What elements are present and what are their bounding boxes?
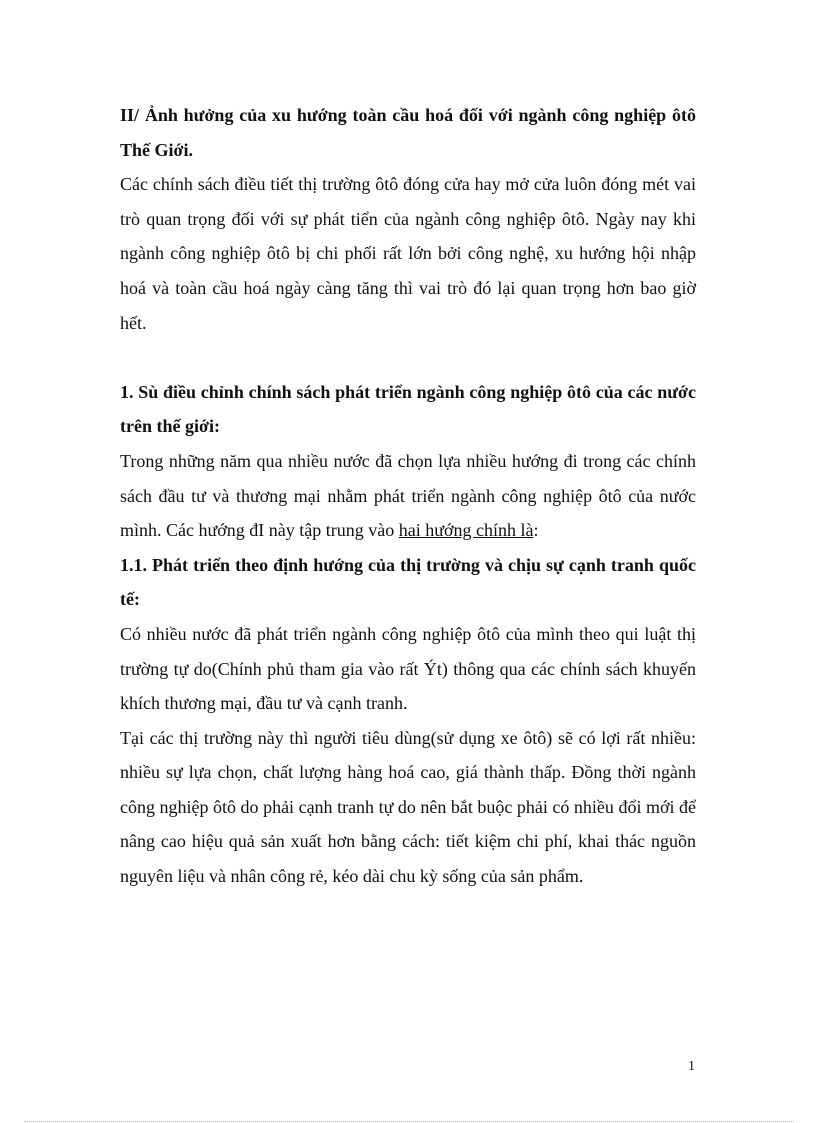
intro-paragraph: Các chính sách điều tiết thị trường ôtô đóng cửa hay mở cửa luôn đóng mét vai trò quan trọng đối với sự phát tiển của ngành công nghiệp ôtô. Ngày nay khi ngành công nghiệp ôtô bị chi phối rất lớn bởi công nghệ, xu hướng hội nhập hoá và toàn cầu hoá ngày càng tăng thì vai trò đó lại quan trọng hơn bao giờ hết. (120, 174, 696, 333)
page-content (120, 98, 696, 894)
paragraph-spacer (120, 340, 696, 375)
subsection-paragraph-text: Trong những năm qua nhiều nước đã chọn lựa nhiều hướng đi trong các chính sách đầu tư và thương mại nhằm phát triển ngành công nghiệp ôtô của nước mình. Các hướng đI này tập trung vào (120, 450, 696, 541)
page-number: 1 (688, 1059, 695, 1074)
subsection-heading: 1. Sù điều chỉnh chính sách phát triển ngành công nghiệp ôtô của các nước trên thế giới: (120, 381, 696, 437)
consumers-paragraph: Tại các thị trường này thì người tiêu dùng(sử dụng xe ôtô) sẽ có lợi rất nhiều: nhiều sự lựa chọn, chất lượng hàng hoá cao, giá thành thấp. Đồng thời ngành công nghiệp ôtô do phải cạnh tranh tự do nên bắt buộc phải có nhiều đổi mới để nâng cao hiệu quả sản xuất hơn bằng cách: tiết kiệm chi phí, khai thác nguồn nguyên liệu và nhân công rẻ, kéo dài chu kỳ sống của sản phẩm. (120, 727, 696, 887)
market-paragraph: Có nhiều nước đã phát triển ngành công nghiệp ôtô của mình theo qui luật thị trường tự do(Chính phủ tham gia vào rất Ýt) thông qua các chính sách khuyến khích thương mại, đầu tư và cạnh tranh. (120, 623, 696, 714)
subsection-paragraph (120, 444, 696, 548)
underlined-phrase-suffix: : (533, 520, 539, 541)
page-bottom-divider (24, 1121, 794, 1122)
underlined-phrase: hai hướng chính là (398, 520, 534, 541)
sub-subsection-heading: 1.1. Phát triển theo định hướng của thị trường và chịu sự cạnh tranh quốc tế: (120, 554, 696, 610)
section-heading: II/ Ảnh hưởng của xu hướng toàn cầu hoá đối với ngành công nghiệp ôtô Thế Giới. (120, 105, 696, 160)
